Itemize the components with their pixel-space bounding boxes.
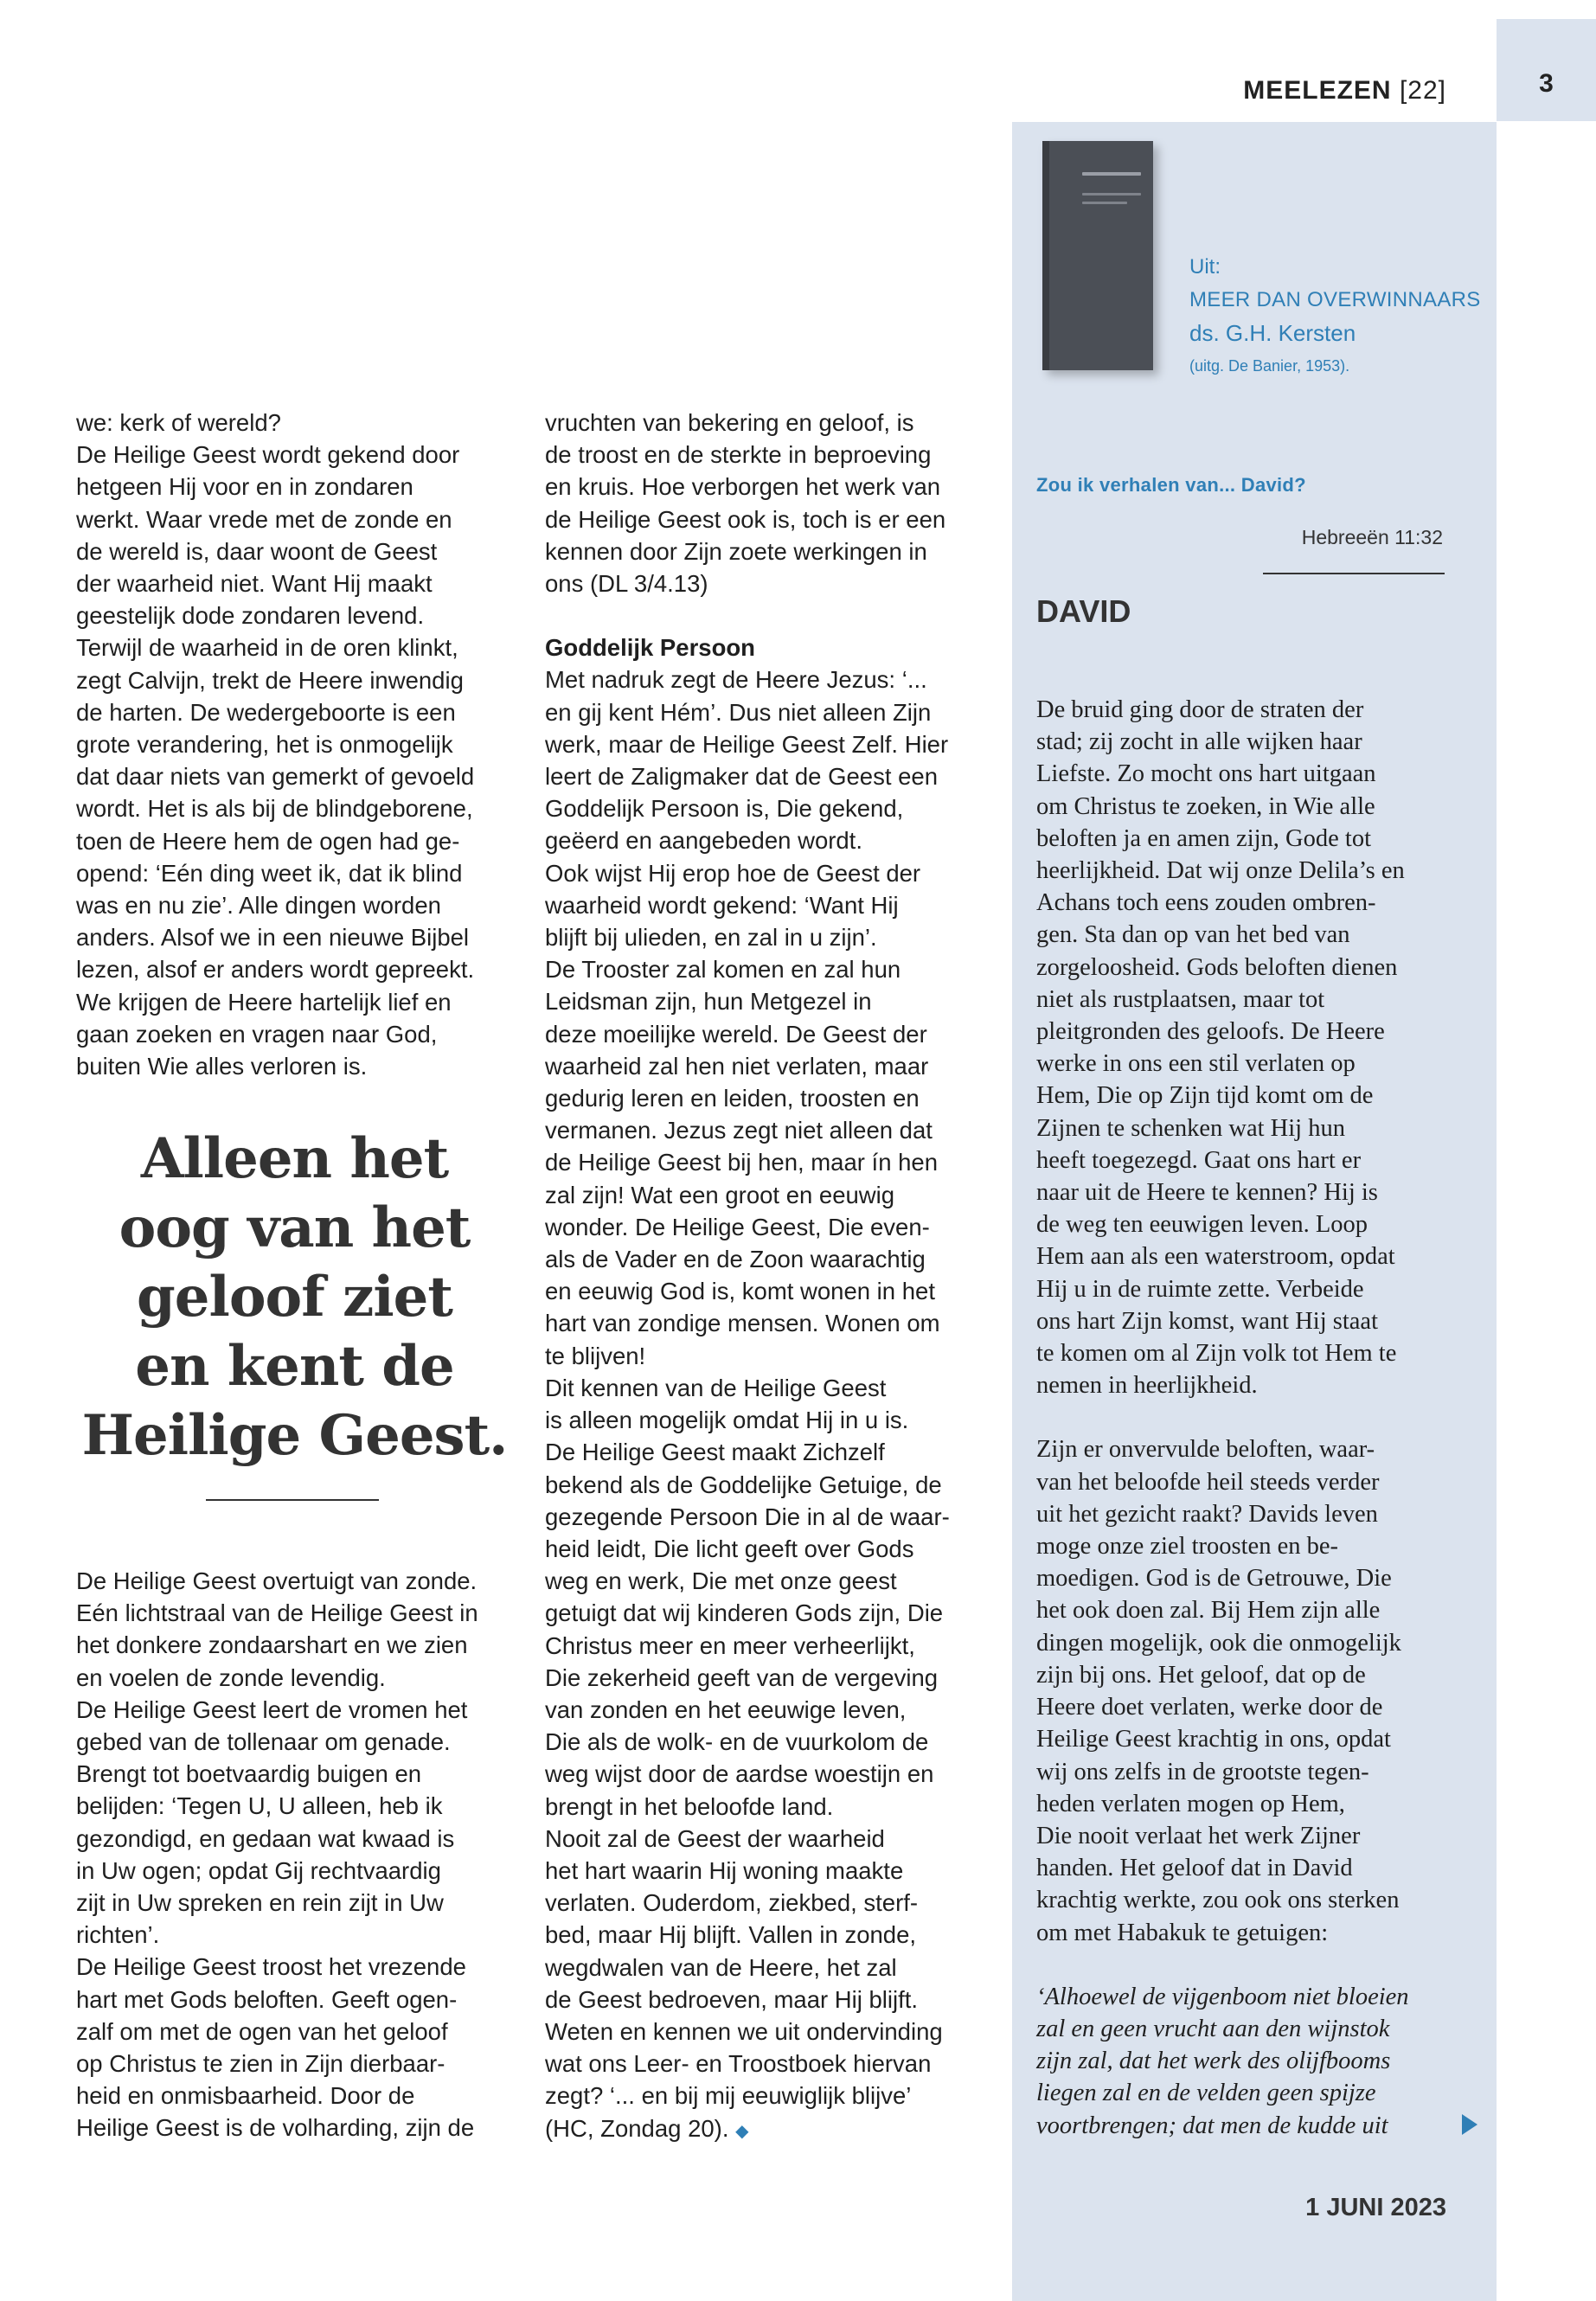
text-line: zal zijn! Wat een groot en eeuwig (545, 1181, 895, 1208)
source-author: ds. G.H. Kersten (1189, 320, 1356, 346)
pull-quote (76, 1125, 513, 1471)
last-line-text: (HC, Zondag 20). (545, 2114, 729, 2142)
text-line: en eeuwig God is, komt wonen in het (545, 1278, 935, 1305)
text-line: zorgeloosheid. Gods beloften dienen (1036, 953, 1398, 981)
text-line: niet als rustplaatsen, maar tot (1036, 985, 1325, 1013)
text-line: verlaten. Ouderdom, ziekbed, sterf- (545, 1889, 919, 1917)
cover-decoration (1082, 172, 1141, 176)
text-line: gebed van de tollenaar om genade. (76, 1728, 451, 1756)
text-line: waarheid zal hen niet verlaten, maar (545, 1052, 929, 1080)
text-line: gedurig leren en leiden, troosten en (545, 1085, 920, 1112)
text-line: uit het gezicht raakt? Davids leven (1036, 1500, 1378, 1528)
text-line: van zonden en het eeuwige leven, (545, 1695, 907, 1723)
text-line: pleitgronden des geloofs. De Heere (1036, 1018, 1385, 1046)
text-line: bed, maar Hij blijft. Vallen in zonde, (545, 1921, 917, 1949)
text-line: de wereld is, daar woont de Geest (76, 537, 438, 565)
text-line: de harten. De wedergeboorte is een (76, 698, 456, 726)
text-line: gen. Sta dan op van het bed van (1036, 921, 1350, 949)
text-line: voortbrengen; dat men de kudde uit (1036, 2112, 1388, 2139)
text-line: De Heilige Geest troost het vrezende (76, 1953, 466, 1981)
source-title: MEER DAN OVERWINNAARS (1189, 288, 1481, 311)
source-publisher: (uitg. De Banier, 1953). (1189, 357, 1350, 375)
text-line: werke in ons een stil verlaten op (1036, 1050, 1356, 1078)
text-line: leert de Zaligmaker dat de Geest een (545, 763, 939, 791)
sidebar-rule (1263, 573, 1445, 574)
text-line: gezondigd, en gedaan wat kwaad is (76, 1824, 455, 1852)
text-line: bekend als de Goddelijke Getuige, de (545, 1471, 942, 1498)
text-line: moedigen. God is de Getrouwe, Die (1036, 1565, 1392, 1593)
cover-decoration (1082, 202, 1127, 204)
text-line: Met nadruk zegt de Heere Jezus: ‘... (545, 666, 927, 694)
end-mark-icon: ◆ (735, 2121, 749, 2141)
text-line: zijn bij ons. Het geloof, dat op de (1036, 1661, 1366, 1689)
text-line: we: kerk of wereld? (76, 409, 281, 436)
text-line: om Christus te zoeken, in Wie alle (1036, 792, 1375, 820)
text-line: De Heilige Geest leert de vromen het (76, 1695, 468, 1723)
text-line: Nooit zal de Geest der waarheid (545, 1824, 885, 1852)
text-line: Die zekerheid geeft van de vergeving (545, 1663, 939, 1691)
text-line: Die nooit verlaat het werk Zijner (1036, 1822, 1361, 1849)
text-line: Die als de wolk- en de vuurkolom de (545, 1728, 929, 1756)
page-number: 3 (1539, 69, 1554, 98)
text-line: ons (DL 3/4.13) (545, 570, 708, 598)
text-line: werk, maar de Heilige Geest Zelf. Hier (545, 730, 949, 758)
text-line: zal en geen vrucht aan den wijnstok (1036, 2015, 1390, 2042)
text-line: en kent de (135, 1334, 454, 1399)
text-line: werkt. Waar vrede met de zonde en (76, 505, 452, 533)
text-line: was en nu zie’. Alle dingen worden (76, 892, 441, 920)
text-line: De Trooster zal komen en zal hun (545, 956, 901, 984)
text-line: naar uit de Heere te kennen? Hij is (1036, 1179, 1378, 1207)
sidebar-quote (1036, 1981, 1469, 2142)
text-line: het hart waarin Hij woning maakte (545, 1856, 904, 1884)
text-line: Zijnen te schenken wat Hij hun (1036, 1114, 1345, 1142)
text-line: beloften ja en amen zijn, Gode tot (1036, 824, 1371, 852)
section-header (1243, 76, 1446, 106)
pull-quote-rule (206, 1499, 379, 1501)
text-line: van het beloofde heil steeds verder (1036, 1468, 1380, 1496)
text-line: Christus meer en meer verheerlijkt, (545, 1631, 915, 1659)
issue-number: [22] (1399, 76, 1446, 105)
text-line: Goddelijk Persoon is, Die gekend, (545, 795, 904, 823)
text-line: Heere doet verlaten, werke door de (1036, 1694, 1383, 1721)
text-line: de Heilige Geest bij hen, maar ín hen (545, 1149, 939, 1176)
text-line: deze moeilijke wereld. De Geest der (545, 1020, 927, 1048)
text-line: Eén lichtstraal van de Heilige Geest in (76, 1599, 478, 1627)
text-line: heden verlaten mogen op Hem, (1036, 1790, 1345, 1817)
sidebar-heading: DAVID (1036, 593, 1131, 629)
column-1-top (76, 407, 513, 1082)
text-line: dat daar niets van gemerkt of gevoeld (76, 763, 475, 791)
text-line: De Heilige Geest wordt gekend door (76, 441, 460, 469)
text-line: Liefste. Zo mocht ons hart uitgaan (1036, 760, 1376, 788)
text-line: toen de Heere hem de ogen had ge- (76, 827, 460, 855)
text-line: het donkere zondaarshart en we zien (76, 1631, 468, 1659)
subheading: Goddelijk Persoon (545, 634, 755, 662)
text-line: krachtig werkte, zou ook ons sterken (1036, 1887, 1400, 1914)
sidebar-paragraph-2 (1036, 1433, 1469, 1948)
text-line: geestelijk dode zondaren levend. (76, 602, 425, 630)
text-line: vruchten van bekering en geloof, is (545, 409, 914, 436)
text-line: opend: ‘Eén ding weet ik, dat ik blind (76, 859, 463, 887)
sidebar-reference: Hebreeën 11:32 (1301, 526, 1443, 548)
text-line: Zijn er onvervulde beloften, waar- (1036, 1436, 1375, 1464)
text-line: Hem, Die op Zijn tijd komt om de (1036, 1082, 1374, 1110)
sidebar-body (1036, 694, 1469, 2174)
text-line: nemen in heerlijkheid. (1036, 1372, 1258, 1400)
text-line: geloof ziet (137, 1265, 452, 1330)
text-line: heid leidt, Die licht geeft over Gods (545, 1535, 914, 1562)
text-line: brengt in het beloofde land. (545, 1792, 834, 1820)
text-line: waarheid wordt gekend: ‘Want Hij (545, 891, 899, 919)
text-line: Brengt tot boetvaardig buigen en (76, 1760, 422, 1788)
text-line: moge onze ziel troosten en be- (1036, 1533, 1338, 1561)
book-cover-image (1042, 141, 1153, 370)
text-line: ons hart Zijn komst, want Hij staat (1036, 1307, 1378, 1335)
text-line: heerlijkheid. Dat wij onze Delila’s en (1036, 857, 1405, 885)
text-line: stad; zij zocht in alle wijken haar (1036, 728, 1362, 756)
text-line: de troost en de sterkte in beproeving (545, 441, 932, 469)
sidebar-kicker: Zou ik verhalen van... David? (1036, 474, 1306, 496)
text-line: Ook wijst Hij erop hoe de Geest der (545, 859, 921, 887)
text-line: op Christus te zien in Zijn dierbaar- (76, 2050, 445, 2078)
text-line: heid en onmisbaarheid. Door de (76, 2082, 415, 2110)
text-line: wordt. Het is als bij de blindgeborene, (76, 795, 473, 823)
text-line: als de Vader en de Zoon waarachtig (545, 1246, 926, 1273)
text-line: in Uw ogen; opdat Gij rechtvaardig (76, 1856, 441, 1884)
text-line: heeft toegezegd. Gaat ons hart er (1036, 1146, 1362, 1174)
text-line: zijn zal, dat het werk des olijfbooms (1036, 2048, 1391, 2075)
text-line: Hem aan als een waterstroom, opdat (1036, 1243, 1395, 1271)
text-line: Heilige Geest is de volharding, zijn de (76, 2114, 475, 2142)
column-2 (545, 407, 982, 2148)
text-line: hart met Gods beloften. Geeft ogen- (76, 1985, 458, 2013)
text-line: belijden: ‘Tegen U, U alleen, heb ik (76, 1792, 443, 1820)
text-line: Leidsman zijn, hun Metgezel in (545, 988, 872, 1016)
text-line: We krijgen de Heere hartelijk lief en (76, 988, 452, 1016)
text-line: De bruid ging door de straten der (1036, 696, 1364, 723)
text-line: liegen zal en de velden geen spijze (1036, 2080, 1376, 2107)
text-line: Heilige Geest. (81, 1403, 508, 1468)
text-line: dingen mogelijk, ook die onmogelijk (1036, 1629, 1401, 1657)
text-line: richten’. (76, 1921, 160, 1949)
text-line: de weg ten eeuwigen leven. Loop (1036, 1211, 1368, 1239)
text-line: en kruis. Hoe verborgen het werk van (545, 473, 941, 501)
text-line: grote verandering, het is onmogelijk (76, 731, 453, 759)
text-line: geëerd en aangebeden wordt. (545, 827, 862, 855)
section-title: MEELEZEN (1243, 76, 1392, 105)
book-spine-icon (1053, 167, 1065, 340)
source-label: Uit: (1189, 255, 1221, 279)
text-line: wonder. De Heilige Geest, Die even- (545, 1213, 930, 1240)
text-line: zegt? ‘... en bij mij eeuwiglijk blijve’ (545, 2082, 912, 2110)
column-1-bottom (76, 1565, 513, 2144)
continue-arrow-icon (1462, 2114, 1477, 2135)
text-line: en voelen de zonde levendig. (76, 1663, 386, 1691)
text-line: Achans toch eens zouden ombren- (1036, 889, 1376, 917)
text-line: te komen om al Zijn volk tot Hem te (1036, 1340, 1397, 1368)
text-line: Weten en kennen we uit ondervinding (545, 2017, 943, 2045)
text-line: weg wijst door de aardse woestijn en (545, 1760, 934, 1788)
text-line: anders. Alsof we in een nieuwe Bijbel (76, 924, 470, 952)
text-line: Hij u in de ruimte zette. Verbeide (1036, 1275, 1364, 1303)
text-line: de Geest bedroeven, maar Hij blijft. (545, 1985, 919, 2013)
text-line: De Heilige Geest overtuigt van zonde. (76, 1567, 478, 1594)
text-line: der waarheid niet. Want Hij maakt (76, 570, 433, 598)
text-line: De Heilige Geest maakt Zichzelf (545, 1439, 885, 1466)
text-line: hart van zondige mensen. Wonen om (545, 1310, 940, 1337)
text-line: wegdwalen van de Heere, het zal (545, 1953, 897, 1981)
text-line: en gij kent Hém’. Dus niet alleen Zijn (545, 698, 932, 726)
sidebar-paragraph-1 (1036, 694, 1469, 1401)
text-line: hetgeen Hij voor en in zondaren (76, 473, 413, 501)
text-line: zalf om met de ogen van het geloof (76, 2017, 448, 2045)
text-line: het ook doen zal. Bij Hem zijn alle (1036, 1597, 1381, 1625)
footer-date: 1 JUNI 2023 (1305, 2194, 1446, 2221)
book-source (1189, 251, 1484, 382)
text-line: is alleen mogelijk omdat Hij in u is. (545, 1407, 909, 1434)
text-line: de Heilige Geest ook is, toch is er een (545, 505, 946, 533)
text-line: vermanen. Jezus zegt niet alleen dat (545, 1117, 933, 1144)
text-line: weg en werk, Die met onze geest (545, 1567, 897, 1595)
text-line: Alleen het (140, 1126, 449, 1191)
text-line: zijt in Uw spreken en rein zijt in Uw (76, 1889, 444, 1917)
text-line: zegt Calvijn, trekt de Heere inwendig (76, 666, 464, 694)
text-line: gezegende Persoon Die in al de waar- (545, 1503, 950, 1530)
text-line: Terwijl de waarheid in de oren klinkt, (76, 634, 458, 662)
text-line: Dit kennen van de Heilige Geest (545, 1374, 887, 1401)
cover-decoration (1082, 193, 1141, 195)
text-line: gaan zoeken en vragen naar God, (76, 1020, 438, 1048)
text-line: lezen, alsof er anders wordt gepreekt. (76, 956, 475, 984)
text-line: handen. Het geloof dat in David (1036, 1855, 1353, 1882)
text-line: om met Habakuk te getuigen: (1036, 1919, 1329, 1946)
text-line: wat ons Leer- en Troostboek hiervan (545, 2050, 932, 2078)
text-line: Heilige Geest krachtig in ons, opdat (1036, 1726, 1391, 1753)
text-line: getuigt dat wij kinderen Gods zijn, Die (545, 1599, 944, 1627)
column-2-last-line (545, 2112, 982, 2148)
text-line: oog van het (119, 1195, 471, 1260)
text-line: kennen door Zijn zoete werkingen in (545, 537, 927, 565)
text-line: te blijven! (545, 1342, 646, 1369)
text-line: wij ons zelfs in de grootste tegen- (1036, 1758, 1369, 1785)
text-line: buiten Wie alles verloren is. (76, 1053, 368, 1080)
text-line: blijft bij ulieden, en zal in u zijn’. (545, 924, 877, 952)
text-line: ‘Alhoewel de vijgenboom niet bloeien (1036, 1983, 1409, 2010)
